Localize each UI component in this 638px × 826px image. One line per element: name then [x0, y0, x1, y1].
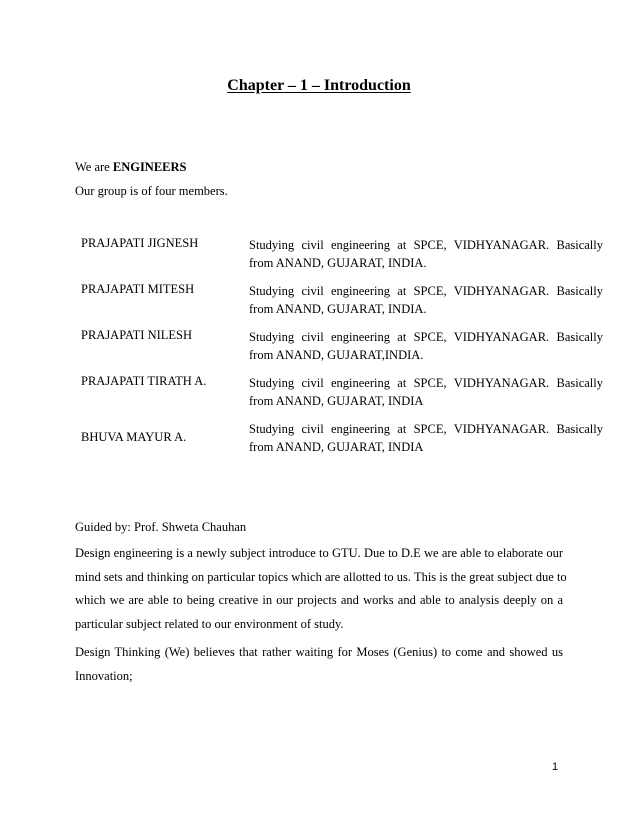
member-description-line: Studying civil engineering at SPCE, VIDHYANAGAR. Basically [249, 330, 603, 344]
intro-line [75, 160, 187, 175]
group-size-line: Our group is of four members. [75, 184, 228, 198]
member-description-line: from ANAND, GUJARAT,INDIA. [249, 348, 424, 362]
intro-prefix: We are [75, 160, 113, 174]
member-name: PRAJAPATI MITESH [81, 282, 195, 296]
member-name: PRAJAPATI TIRATH A. [81, 374, 207, 388]
member-description [249, 374, 603, 410]
paragraph-line: particular subject related to our environment of study. [75, 616, 344, 631]
member-name: BHUVA MAYUR A. [81, 430, 187, 444]
member-row [81, 234, 603, 280]
member-row [81, 326, 603, 372]
member-description-line: from ANAND, GUJARAT, INDIA [249, 440, 424, 454]
member-description [249, 420, 603, 456]
paragraph-line: mind sets and thinking on particular topics which are allotted to us. This is the great subject due to [75, 569, 567, 584]
design-engineering-paragraph [75, 542, 567, 636]
paragraph-line: Design engineering is a newly subject introduce to GTU. Due to D.E we are able to elaborate our [75, 546, 563, 560]
member-description-line: from ANAND, GUJARAT, INDIA. [249, 256, 427, 270]
member-row [81, 372, 603, 418]
member-row [81, 418, 603, 462]
paragraph-line: Design Thinking (We) believes that rather waiting for Moses (Genius) to come and showed us [75, 645, 563, 659]
page-number: 1 [552, 761, 559, 773]
member-row [81, 280, 603, 326]
member-description-line: Studying civil engineering at SPCE, VIDHYANAGAR. Basically [249, 284, 603, 298]
member-description-line: from ANAND, GUJARAT, INDIA. [249, 302, 427, 316]
member-name: PRAJAPATI JIGNESH [81, 236, 199, 250]
member-description-line: Studying civil engineering at SPCE, VIDHYANAGAR. Basically [249, 238, 603, 252]
member-description [249, 236, 603, 272]
member-description [249, 282, 603, 318]
page-title: Chapter – 1 – Introduction [227, 77, 411, 94]
paragraph-line: Innovation; [75, 668, 133, 683]
member-description-line: from ANAND, GUJARAT, INDIA [249, 394, 424, 408]
member-name: PRAJAPATI NILESH [81, 328, 193, 342]
guided-by-line: Guided by: Prof. Shweta Chauhan [75, 520, 247, 534]
members-table [81, 234, 603, 462]
design-thinking-paragraph [75, 641, 563, 688]
member-description-line: Studying civil engineering at SPCE, VIDHYANAGAR. Basically [249, 376, 603, 390]
member-description [249, 328, 603, 364]
paragraph-line: which we are able to being creative in our projects and works and able to analysis deeply on a [75, 593, 563, 607]
member-description-line: Studying civil engineering at SPCE, VIDHYANAGAR. Basically [249, 422, 603, 436]
intro-emphasis: ENGINEERS [112, 160, 187, 174]
